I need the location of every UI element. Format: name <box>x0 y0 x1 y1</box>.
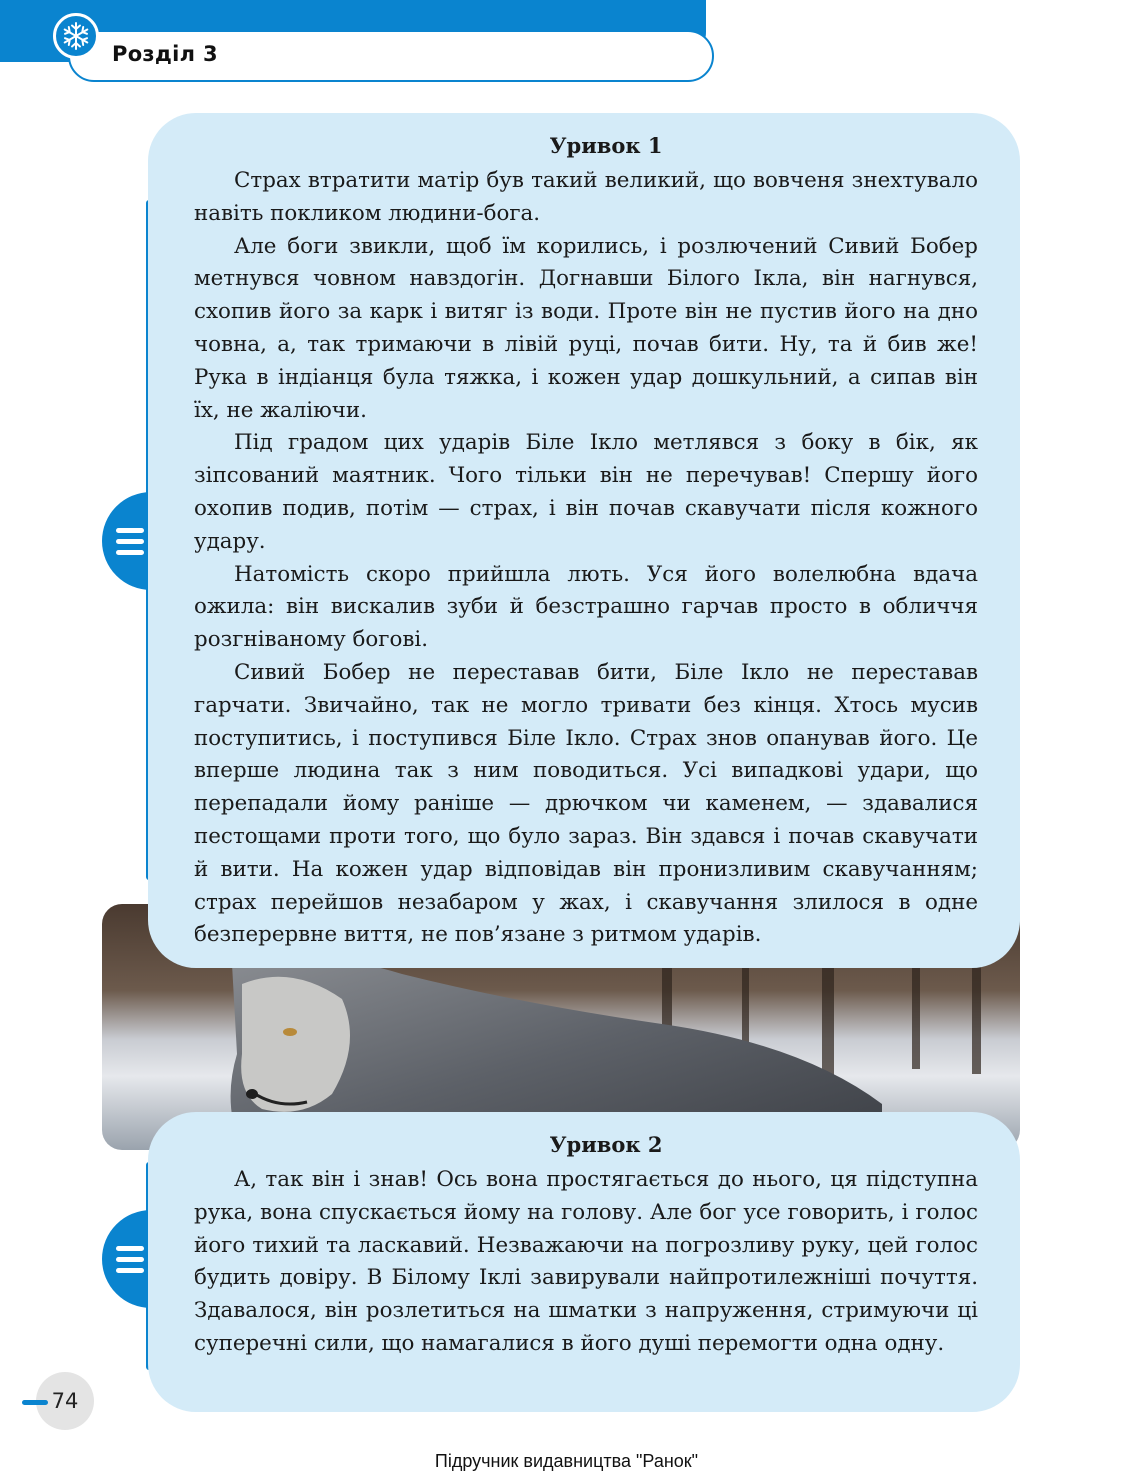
excerpt-2-title: Уривок 2 <box>549 1132 663 1157</box>
excerpt-2-paragraph: А, так він і знав! Ось вона простягається до нього, ця підступна рука, вона спускається йому на голову. Але бог усе говорить, і голос його тихий та ласкавий. Незважаючи на погрозливу руку, цей голос будить довіру. В Білому Іклі завирували найпротилежніші почуття. Здавалося, він розлетиться на шматки з напруження, стримуючи ці суперечні сили, що намагалися в його душі перемогти одна одну. <box>194 1167 978 1356</box>
excerpt-1-paragraph: Страх втратити матір був такий великий, що вовченя знехтувало навіть покликом людини-бога. <box>194 168 978 226</box>
excerpt-1-paragraph: Але боги звикли, щоб їм корились, і розлючений Сивий Бобер метнувся човном навздогін. Догнавши Білого Ікла, він нагнувся, схопив його за карк і витяг із води. Проте він не пустив його на дно човна, а, так тримаючи в лівій руці, почав бити. Ну, та й бив же! Рука в індіанця була тяжка, і кожен удар дошкульний, а сипав він їх, не жаліючи. <box>194 233 978 423</box>
section-title: Розділ 3 <box>112 42 218 66</box>
page-number-accent <box>22 1400 48 1405</box>
text-list-icon <box>102 1210 154 1308</box>
text-list-icon <box>102 492 154 590</box>
snowflake-icon <box>53 13 99 59</box>
excerpt-1-paragraph: Натомість скоро прийшла лють. Уся його волелюбна вдача ожила: він вискалив зуби й безстрашно гарчав просто в обличчя розгніваному богові. <box>194 561 978 653</box>
excerpt-1-title: Уривок 1 <box>549 133 663 158</box>
excerpt-1-box <box>148 113 1020 968</box>
publisher-note: Підручник видавництва "Ранок" <box>434 1451 699 1471</box>
page-number: 74 <box>36 1372 94 1430</box>
excerpt-1-paragraph: Під градом цих ударів Біле Ікло метлявся з боку в бік, як зіпсований маятник. Чого тільки він не перечував! Спершу його охопив подив, потім — страх, і він почав скавучати після кожного удару. <box>194 430 978 554</box>
excerpt-2-box <box>148 1112 1020 1412</box>
excerpt-1-paragraph: Сивий Бобер не переставав бити, Біле Ікло не переставав гарчати. Звичайно, так не могло тривати без кінця. Хтось мусив поступитись, і поступився Біле Ікло. Страх знов опанував його. Це вперше людина так з ним поводиться. Усі випадкові удари, що перепадали йому раніше — дрючком чи каменем, — здавалися пестощами проти того, що було зараз. Він здався і почав скавучати й вити. На кожен удар відповідав він пронизливим скавучанням; страх перейшов незабаром у жах, і скавучання злилося в одне безперервне виття, не пов’язане з ритмом ударів. <box>194 659 978 948</box>
